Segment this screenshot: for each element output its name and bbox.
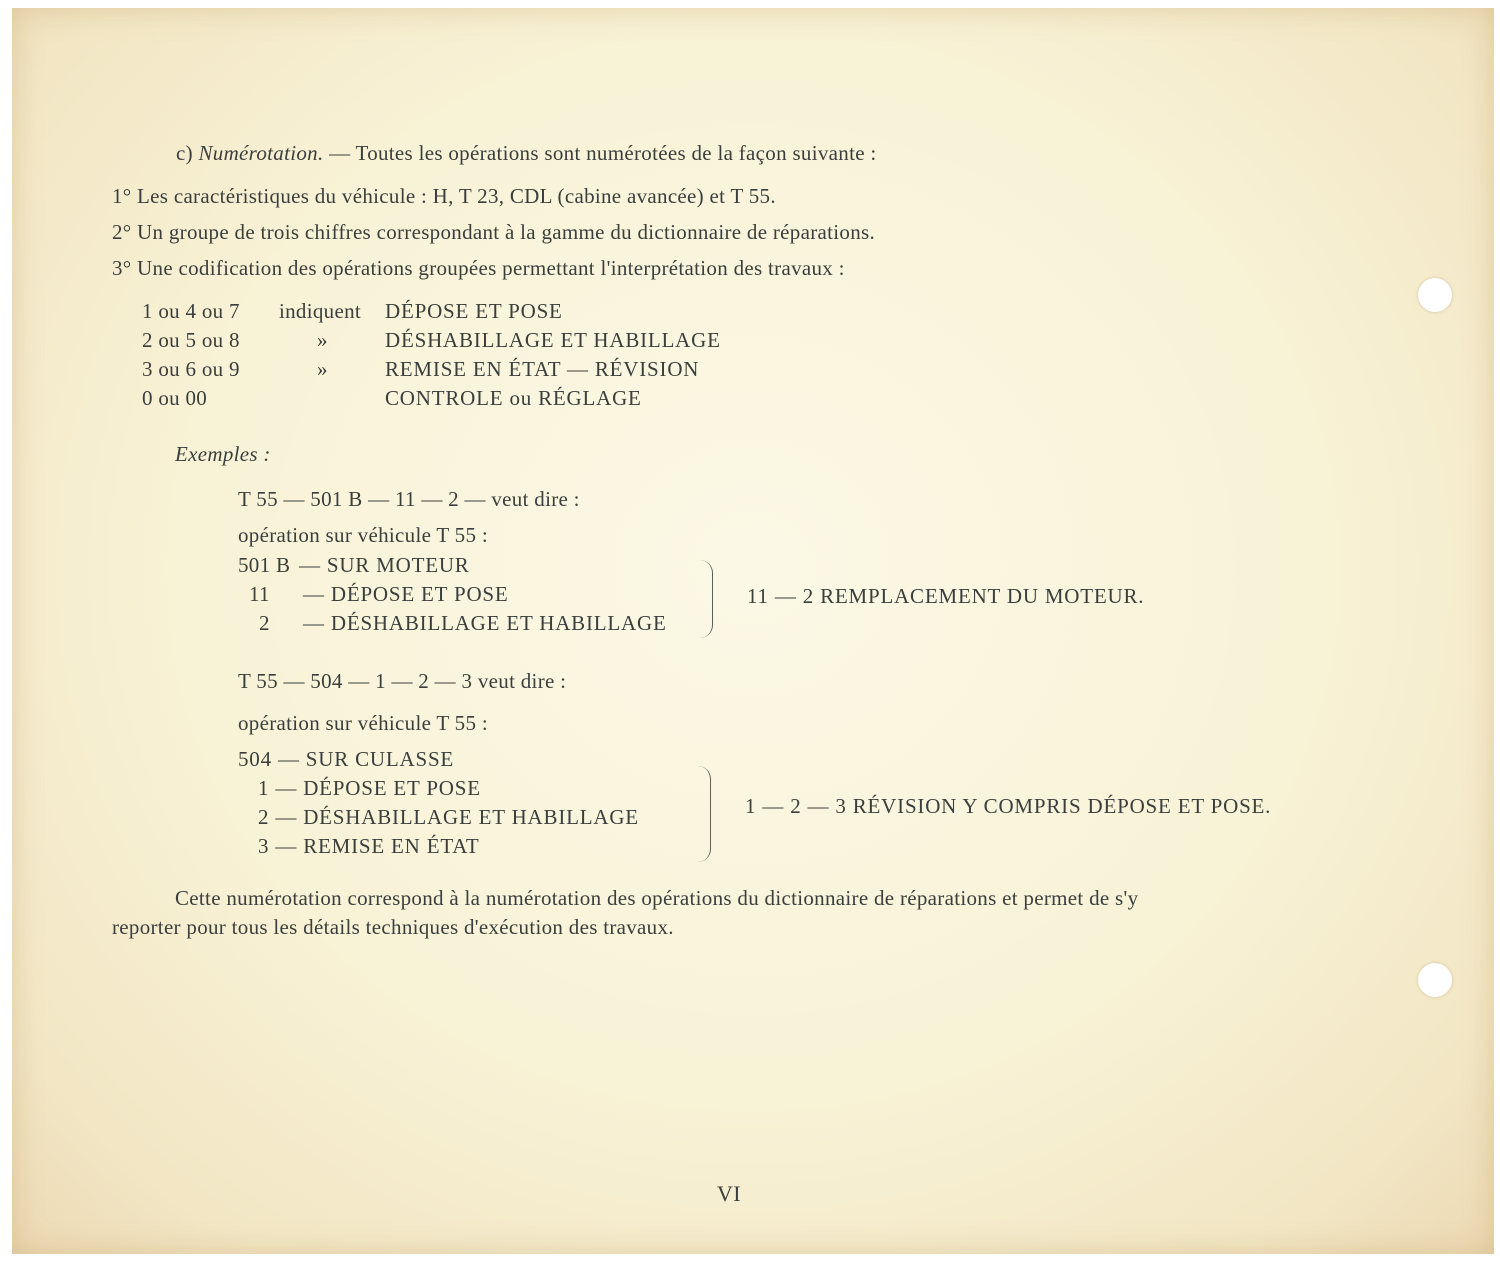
code-row-marker: » (317, 328, 328, 352)
page-number: VI (717, 1181, 741, 1206)
curly-brace (700, 560, 713, 638)
example2-result: 1 — 2 — 3 RÉVISION Y COMPRIS DÉPOSE ET POSE. (745, 794, 1272, 818)
closing-line-2: reporter pour tous les détails techniques d'exécution des travaux. (112, 915, 674, 939)
examples-label: Exemples : (175, 442, 271, 466)
example2-line: 1 — DÉPOSE ET POSE (258, 776, 481, 800)
point-3: 3° Une codification des opérations groupées permettant l'interprétation des travaux : (112, 256, 845, 280)
curly-brace (698, 766, 711, 862)
code-row-marker: » (317, 357, 328, 381)
closing-line-1: Cette numérotation correspond à la numérotation des opérations du dictionnaire de réparations et permet de s'y (175, 886, 1139, 910)
code-row-marker: indiquent (279, 299, 362, 323)
example2-vehicle: opération sur véhicule T 55 : (238, 711, 488, 735)
example1-line-code: 2 (259, 611, 270, 635)
example1-line-text: — SUR MOTEUR (299, 553, 470, 577)
code-row-meaning: DÉPOSE ET POSE (385, 299, 563, 323)
example1-result: 11 — 2 REMPLACEMENT DU MOTEUR. (747, 584, 1145, 608)
example2-heading: T 55 — 504 — 1 — 2 — 3 veut dire : (238, 669, 567, 693)
code-row-code: 0 ou 00 (142, 386, 208, 410)
document-page (12, 8, 1494, 1254)
code-row-code: 3 ou 6 ou 9 (142, 357, 240, 381)
example1-vehicle: opération sur véhicule T 55 : (238, 523, 488, 547)
example1-line-text: — DÉPOSE ET POSE (303, 582, 509, 606)
example2-line: 504 — SUR CULASSE (238, 747, 455, 771)
code-row-meaning: REMISE EN ÉTAT — RÉVISION (385, 357, 700, 381)
example2-line: 2 — DÉSHABILLAGE ET HABILLAGE (258, 805, 639, 829)
example1-line-code: 11 (249, 582, 270, 606)
example2-line: 3 — REMISE EN ÉTAT (258, 834, 480, 858)
section-title: Numérotation. (198, 141, 324, 165)
example1-line-text: — DÉSHABILLAGE ET HABILLAGE (303, 611, 667, 635)
code-row-code: 1 ou 4 ou 7 (142, 299, 240, 323)
example1-heading: T 55 — 501 B — 11 — 2 — veut dire : (238, 487, 580, 511)
code-row-meaning: CONTROLE ou RÉGLAGE (385, 386, 642, 410)
point-1: 1° Les caractéristiques du véhicule : H, T 23, CDL (cabine avancée) et T 55. (112, 184, 776, 208)
example1-line-code: 501 B (238, 553, 291, 577)
section-intro (176, 141, 877, 166)
punch-hole (1418, 278, 1452, 312)
point-2: 2° Un groupe de trois chiffres correspondant à la gamme du dictionnaire de réparations. (112, 220, 876, 244)
intro-prefix: c) (176, 141, 199, 165)
punch-hole (1418, 963, 1452, 997)
code-row-meaning: DÉSHABILLAGE ET HABILLAGE (385, 328, 721, 352)
code-row-code: 2 ou 5 ou 8 (142, 328, 240, 352)
intro-text: — Toutes les opérations sont numérotées de la façon suivante : (323, 141, 877, 165)
